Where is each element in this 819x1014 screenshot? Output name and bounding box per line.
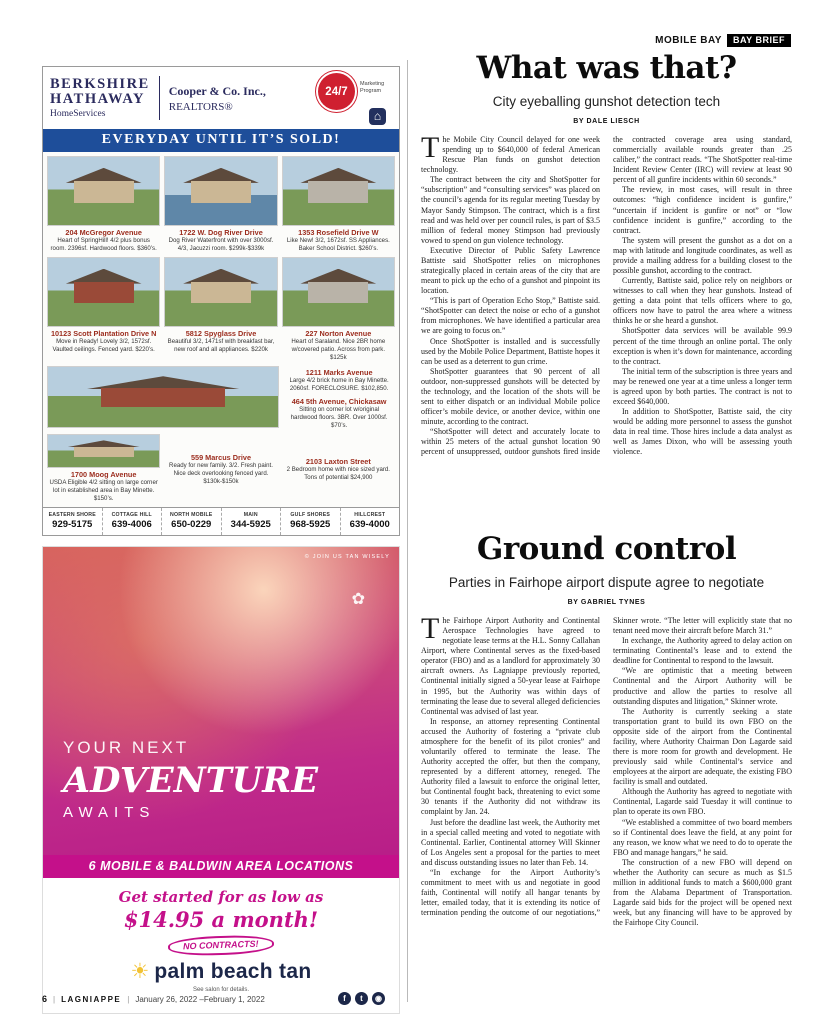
page-footer bbox=[42, 994, 265, 1004]
berkshire-brand bbox=[50, 77, 150, 119]
page-section-header bbox=[655, 34, 791, 47]
listing-desc: Heart of Saraland. Nice 2BR home w/covered patio. Across from park. $125k bbox=[291, 337, 386, 361]
listing-card bbox=[282, 156, 395, 253]
locations-banner: 6 MOBILE & BALDWIN AREA LOCATIONS bbox=[43, 855, 399, 878]
tan-logo-row bbox=[43, 960, 399, 984]
listing-photo bbox=[47, 434, 160, 468]
office-name: COTTAGE HILL bbox=[111, 511, 152, 518]
office-contact bbox=[341, 508, 400, 535]
article-paragraph: Although the Authority has agreed to negotiate with Continental, Lagarde said Tuesday it will continue to plan to operate its own FBO. bbox=[613, 787, 792, 817]
listing-address: 1211 Marks Avenue bbox=[305, 367, 373, 377]
hero-line-3: AWAITS bbox=[63, 803, 156, 821]
listing-desc: Dog River Waterfront with over 3000sf. 4/3, Jacuzzi room. $299k-$339k bbox=[168, 237, 274, 252]
hero-line-1: YOUR NEXT bbox=[63, 737, 190, 757]
listing-photo bbox=[282, 156, 395, 226]
article-paragraph: The Mobile City Council delayed for one week spending up to $640,000 of federal American Rescue Plan funds on gunshot detection technology. bbox=[421, 135, 600, 175]
listing-card bbox=[47, 156, 160, 253]
office-contact bbox=[162, 508, 222, 535]
listing-photo bbox=[47, 156, 160, 226]
office-contact bbox=[43, 508, 103, 535]
listings-row-3 bbox=[47, 366, 395, 431]
realty-ad-header bbox=[43, 67, 399, 129]
article-subtitle: City eyeballing gunshot detection tech bbox=[492, 94, 721, 109]
listing-card bbox=[164, 156, 277, 253]
listing-address: 559 Marcus Drive bbox=[190, 453, 252, 463]
article-body bbox=[421, 135, 792, 517]
listings-row-1 bbox=[47, 156, 395, 253]
article-paragraph: “We are optimistic that a meeting between Continental and the Airport Authority will be productive and allow the parties to resolve all outstanding disputes and litigation,” Skinner wrote. bbox=[613, 666, 792, 706]
hero-line-2: ADVENTURE bbox=[63, 759, 319, 801]
listings-grid bbox=[43, 152, 399, 507]
listing-address: 1353 Rosefield Drive W bbox=[298, 228, 379, 237]
listing-desc: Beautiful 3/2, 1471sf with breakfast bar, new roof and all appliances. $220k bbox=[167, 337, 275, 353]
article-paragraph: “This is part of Operation Echo Stop,” Battiste said. “ShotSpotter can detect the noise or echo of a gunshot from microphones. We have identified a particular area we are going to focus on.” bbox=[421, 296, 600, 336]
article-paragraph: “ShotSpotter will detect and accurately locate to within 25 meters of the actual gunshot location 90 percent of unsuppressed, outdoor gunshots fired inside the contracted coverage area using standard, commercially available rounds greater than .25 caliber,” the contract reads. “The ShotSpotter real-time Incident Review Center (IRC) will review at least 90 percent of all gunfire incidents within 60 seconds.” bbox=[421, 135, 792, 457]
partner-line-2: REALTORS® bbox=[168, 100, 233, 113]
listing-desc: Large 4/2 brick home in Bay Minette. 2060sf. FORECLOSURE. $102,850. bbox=[289, 376, 389, 392]
listing-desc: Like New! 3/2, 1672sf. SS Appliances. Baker School District. $260’s. bbox=[286, 237, 390, 252]
tan-ad-photo bbox=[43, 547, 399, 855]
instagram-icon: ◉ bbox=[372, 992, 385, 1005]
article-paragraph: “In exchange for the Airport Authority’s commitment to meet with us and negotiate in good faith, Continental will notify all hangar tenants by letter, emailed today, that it is extending its notice of termination pending the outcome of our negotiations,” Skinner wrote. “The letter will explicitly state that no tenant need move their aircraft before March 31.” bbox=[421, 616, 792, 918]
listing-address: 1700 Moog Avenue bbox=[70, 470, 137, 480]
article-paragraph: ShotSpotter data services will be available 99.9 percent of the time through an online portal. The only exception is when it’s down for maintenance, according to the contract. bbox=[613, 326, 792, 366]
article-paragraph: The contract between the city and ShotSpotter for “subscription” and “consulting services” was placed on the council’s agenda for its regular meeting Tuesday by Mayor Sandy Stimpson. The contract, which is a first read and was held over per council rules, is part of $3.5 million of federal money Stimpson had previously vowed to spend on gun violence technology. bbox=[421, 175, 600, 245]
listing-card bbox=[282, 257, 395, 362]
listing-card bbox=[47, 434, 160, 503]
publication-name: LAGNIAPPE bbox=[61, 995, 122, 1004]
listing-photo bbox=[164, 257, 277, 327]
offer-line-2: $14.95 a month! bbox=[123, 906, 319, 932]
office-name: GULF SHORES bbox=[290, 511, 331, 518]
listing-address: 10123 Scott Plantation Drive N bbox=[50, 328, 157, 338]
section-badge: BAY BRIEF bbox=[727, 34, 791, 47]
brand-line-1: BERKSHIRE bbox=[50, 75, 150, 92]
article-paragraph: Currently, Battiste said, police rely on neighbors or witnesses to call when they hear gunshots. Instead of getting a data point that tells officers where to go, officers now have to patrol the area where a witness thinks he or she heard a gunshot. bbox=[613, 276, 792, 326]
article-subtitle: Parties in Fairhope airport dispute agree to negotiate bbox=[448, 575, 765, 590]
office-name: MAIN bbox=[243, 511, 258, 518]
article-paragraph: Once ShotSpotter is installed and is successfully used by the Mobile Police Department, Battiste hopes it can be used as a deterrent to gun crime. bbox=[421, 336, 600, 366]
listings-row-4 bbox=[47, 434, 395, 503]
sun-icon: ☀ bbox=[130, 960, 150, 984]
brand-line-3: HomeServices bbox=[50, 109, 106, 120]
office-phone: 650-0229 bbox=[171, 518, 212, 530]
column-divider bbox=[407, 60, 408, 1002]
listing-address: 5812 Spyglass Drive bbox=[185, 328, 257, 338]
listing-desc: Ready for new family. 3/2. Fresh paint. Nice deck overlooking fenced yard. $130k-$150k bbox=[169, 462, 273, 486]
article-paragraph: The system will present the gunshot as a dot on a map with latitude and longitude coordinates, as well as provide a mailing address for a building closest to the possible gunshot, according to the contract. bbox=[613, 235, 792, 276]
article-paragraph: The Authority is currently seeking a state transportation grant to build its own FBO on the opposite side of the airport from the Continental facility, where Authority Chairman Don Lagarde said there is more room for growth and development. He previously said while Continental’s service and employees at the airport are adequate, the existing FBO facility is small and outdated. bbox=[613, 706, 792, 787]
listing-desc: Heart of SpringHill! 4/2 plus bonus room. 2396sf. Hardwood floors. $360’s. bbox=[50, 237, 157, 252]
article-gunshot-detection bbox=[421, 50, 792, 517]
office-phone: 344-5925 bbox=[230, 518, 271, 530]
listing-card bbox=[282, 434, 395, 503]
article-title: What was that? bbox=[476, 50, 737, 86]
issue-date-range: January 26, 2022 –February 1, 2022 bbox=[135, 995, 265, 1004]
palm-beach-tan-ad bbox=[42, 546, 400, 1014]
left-ad-column bbox=[42, 66, 400, 1014]
section-name: MOBILE BAY bbox=[655, 35, 722, 46]
page-number: 6 bbox=[42, 994, 48, 1004]
article-paragraph: In response, an attorney representing Continental accused the Authority of fostering a “private club atmosphere for the benefit of its pilot cronies” and voluntarily offered to terminate the lease. The Authority accepted the offer, but then the company, represented by a different attorney, reneged. The Authority filed a lawsuit to enforce the original letter, but Continental fought back, threatening to evict some 30 tenants if the Authority did not withdraw its complaint by Jan. 24. bbox=[421, 716, 600, 817]
article-paragraph: In addition to ShotSpotter, Battiste said, the city would be adding more personnel to assess the gunshot data in real time. Those hires include a data analyst as well as James Dixon, who will be assessing youth violence. bbox=[613, 407, 792, 457]
office-phone: 968-5925 bbox=[290, 518, 331, 530]
office-contact bbox=[103, 508, 163, 535]
listing-address: 227 Norton Avenue bbox=[305, 328, 372, 338]
article-column bbox=[421, 50, 792, 994]
article-byline: BY GABRIEL TYNES bbox=[567, 599, 646, 606]
article-paragraph: The initial term of the subscription is three years and may be renewed one year at a time unless a longer term is agreed upon by both parties. The contract is not to exceed $640,000. bbox=[613, 366, 792, 407]
office-contact bbox=[281, 508, 341, 535]
listing-address: 2103 Laxton Street bbox=[305, 457, 371, 467]
brand-line-2: HATHAWAY bbox=[50, 91, 145, 107]
offer-line-1: Get started for as low as bbox=[118, 887, 324, 906]
marketing-badge-group bbox=[318, 71, 392, 125]
footer-separator: | bbox=[127, 995, 130, 1004]
article-paragraph: The review, in most cases, will result in three outcomes: “high confidence incident is gunfire,” “uncertain if incident is gunfire or not” or “low confidence incident is gunfire,” according to the contract. bbox=[613, 185, 792, 235]
article-paragraph: In exchange, the Authority agreed to delay action on terminating Continental’s lease and to extend the deadline for Continental to respond to the lawsuit. bbox=[613, 636, 792, 666]
listing-card bbox=[283, 366, 395, 393]
office-phone-strip bbox=[43, 507, 399, 535]
footer-separator: | bbox=[53, 995, 56, 1004]
listing-photo bbox=[282, 257, 395, 327]
no-contracts-badge: NO CONTRACTS! bbox=[168, 934, 274, 957]
partner-line-1: Cooper & Co. Inc., bbox=[168, 83, 266, 98]
facebook-icon: f bbox=[338, 992, 351, 1005]
listing-photo bbox=[47, 257, 160, 327]
berkshire-hathaway-ad bbox=[42, 66, 400, 536]
tan-ad-offer bbox=[43, 878, 399, 1013]
office-phone: 639-4000 bbox=[349, 518, 390, 530]
article-paragraph: The Fairhope Airport Authority and Continental Aerospace Technologies have agreed to negotiate lease terms at the H.L. Sonny Callahan Airport, where Continental serves as the fixed-based operator (FBO) and as a landlord for approximately 30 aircraft owners. As Lagniappe previously reported, Continental initially signed a 50-year lease at Fairhope in 1995, but the Authority was within days of terminating the lease due to several alleged deficiencies Continental was advised of last year. bbox=[421, 616, 600, 716]
listing-address: 204 McGregor Avenue bbox=[65, 228, 142, 237]
palm-beach-tan-logo: palm beach tan bbox=[154, 959, 312, 983]
office-name: NORTH MOBILE bbox=[170, 511, 213, 518]
article-paragraph: The construction of a new FBO will depend on whether the Authority can secure as much as $1.5 million in additional funds to match a $600,000 grant from the Alabama Department of Transportation. Lagarde said bids for the project will be opened next week, but any financing will have to be approved by the Fairhope City Council. bbox=[613, 857, 792, 928]
article-paragraph: ShotSpotter guarantees that 90 percent of all outdoor, non-suppressed gunshots will be detected by the technology, and the location of the shots will be sent to either dispatch or an individual Mobile police officer’s mobile device, or another device, within one minute, according to the contract. bbox=[421, 366, 600, 427]
office-name: HILLCREST bbox=[354, 511, 386, 518]
tan-tagline: © JOIN US TAN WISELY bbox=[304, 553, 390, 560]
listing-card bbox=[283, 395, 395, 430]
office-phone: 929-5175 bbox=[52, 518, 93, 530]
listing-card bbox=[164, 434, 277, 503]
article-title: Ground control bbox=[476, 531, 737, 567]
flower-icon: ✿ bbox=[351, 590, 365, 608]
office-phone: 639-4006 bbox=[111, 518, 152, 530]
listing-address: 464 5th Avenue, Chickasaw bbox=[291, 397, 387, 407]
social-icons bbox=[338, 992, 385, 1005]
brand-divider bbox=[159, 76, 160, 120]
tan-hero-text bbox=[63, 738, 318, 821]
listing-caption-stack bbox=[283, 366, 395, 431]
listing-photo bbox=[47, 366, 279, 428]
salon-details: See salon for details. bbox=[192, 986, 250, 993]
listings-row-2 bbox=[47, 257, 395, 362]
listing-desc: 2 Bedroom home with nice sized yard. Tons of potential $24,900 bbox=[286, 466, 390, 482]
article-body bbox=[421, 616, 792, 994]
listing-desc: USDA Eligible 4/2 sitting on large corner lot in established area in Bay Minette. $150’s. bbox=[49, 479, 158, 503]
listing-desc: Move in Ready! Lovely 3/2, 1572sf. Vaulted ceilings. Fenced yard. $220’s. bbox=[52, 337, 155, 353]
office-name: EASTERN SHORE bbox=[48, 511, 96, 518]
realty-banner: EVERYDAY UNTIL IT’S SOLD! bbox=[43, 129, 399, 152]
article-paragraph: “We established a committee of two board members so if Continental does leave the field, at any point for any reason, we know what we need to do to operate the FBO and manage hangars,” he said. bbox=[613, 817, 792, 857]
office-contact bbox=[222, 508, 282, 535]
listing-card bbox=[164, 257, 277, 362]
article-paragraph: Executive Director of Public Safety Lawrence Battiste said ShotSpotter relies on microphones strategically placed in certain areas of the city that are meant to pick up the echo of a gunshot and pinpoint its location. bbox=[421, 245, 600, 296]
twitter-icon: t bbox=[355, 992, 368, 1005]
article-byline: BY DALE LIESCH bbox=[573, 118, 640, 125]
article-paragraph: Just before the deadline last week, the Authority met in a special called meeting and voted to negotiate with Continental. Earlier, Continental attorney Will Skinner of Los Angeles sent a proposal for the parties to meet and discuss outstanding issues no later than Feb. 14. bbox=[421, 817, 600, 867]
listing-card bbox=[47, 257, 160, 362]
listing-address: 1722 W. Dog River Drive bbox=[179, 228, 263, 237]
listing-photo bbox=[164, 156, 277, 226]
cooper-brand bbox=[169, 84, 266, 113]
247-badge: 24/7 bbox=[318, 73, 355, 110]
badge-caption: Marketing Program bbox=[360, 81, 385, 94]
house-icon: ⌂ bbox=[369, 108, 386, 125]
article-airport-dispute bbox=[421, 531, 792, 994]
listing-desc: Sitting on corner lot w/original hardwood floors. 3BR. Over 1000sf. $70’s. bbox=[290, 406, 388, 430]
